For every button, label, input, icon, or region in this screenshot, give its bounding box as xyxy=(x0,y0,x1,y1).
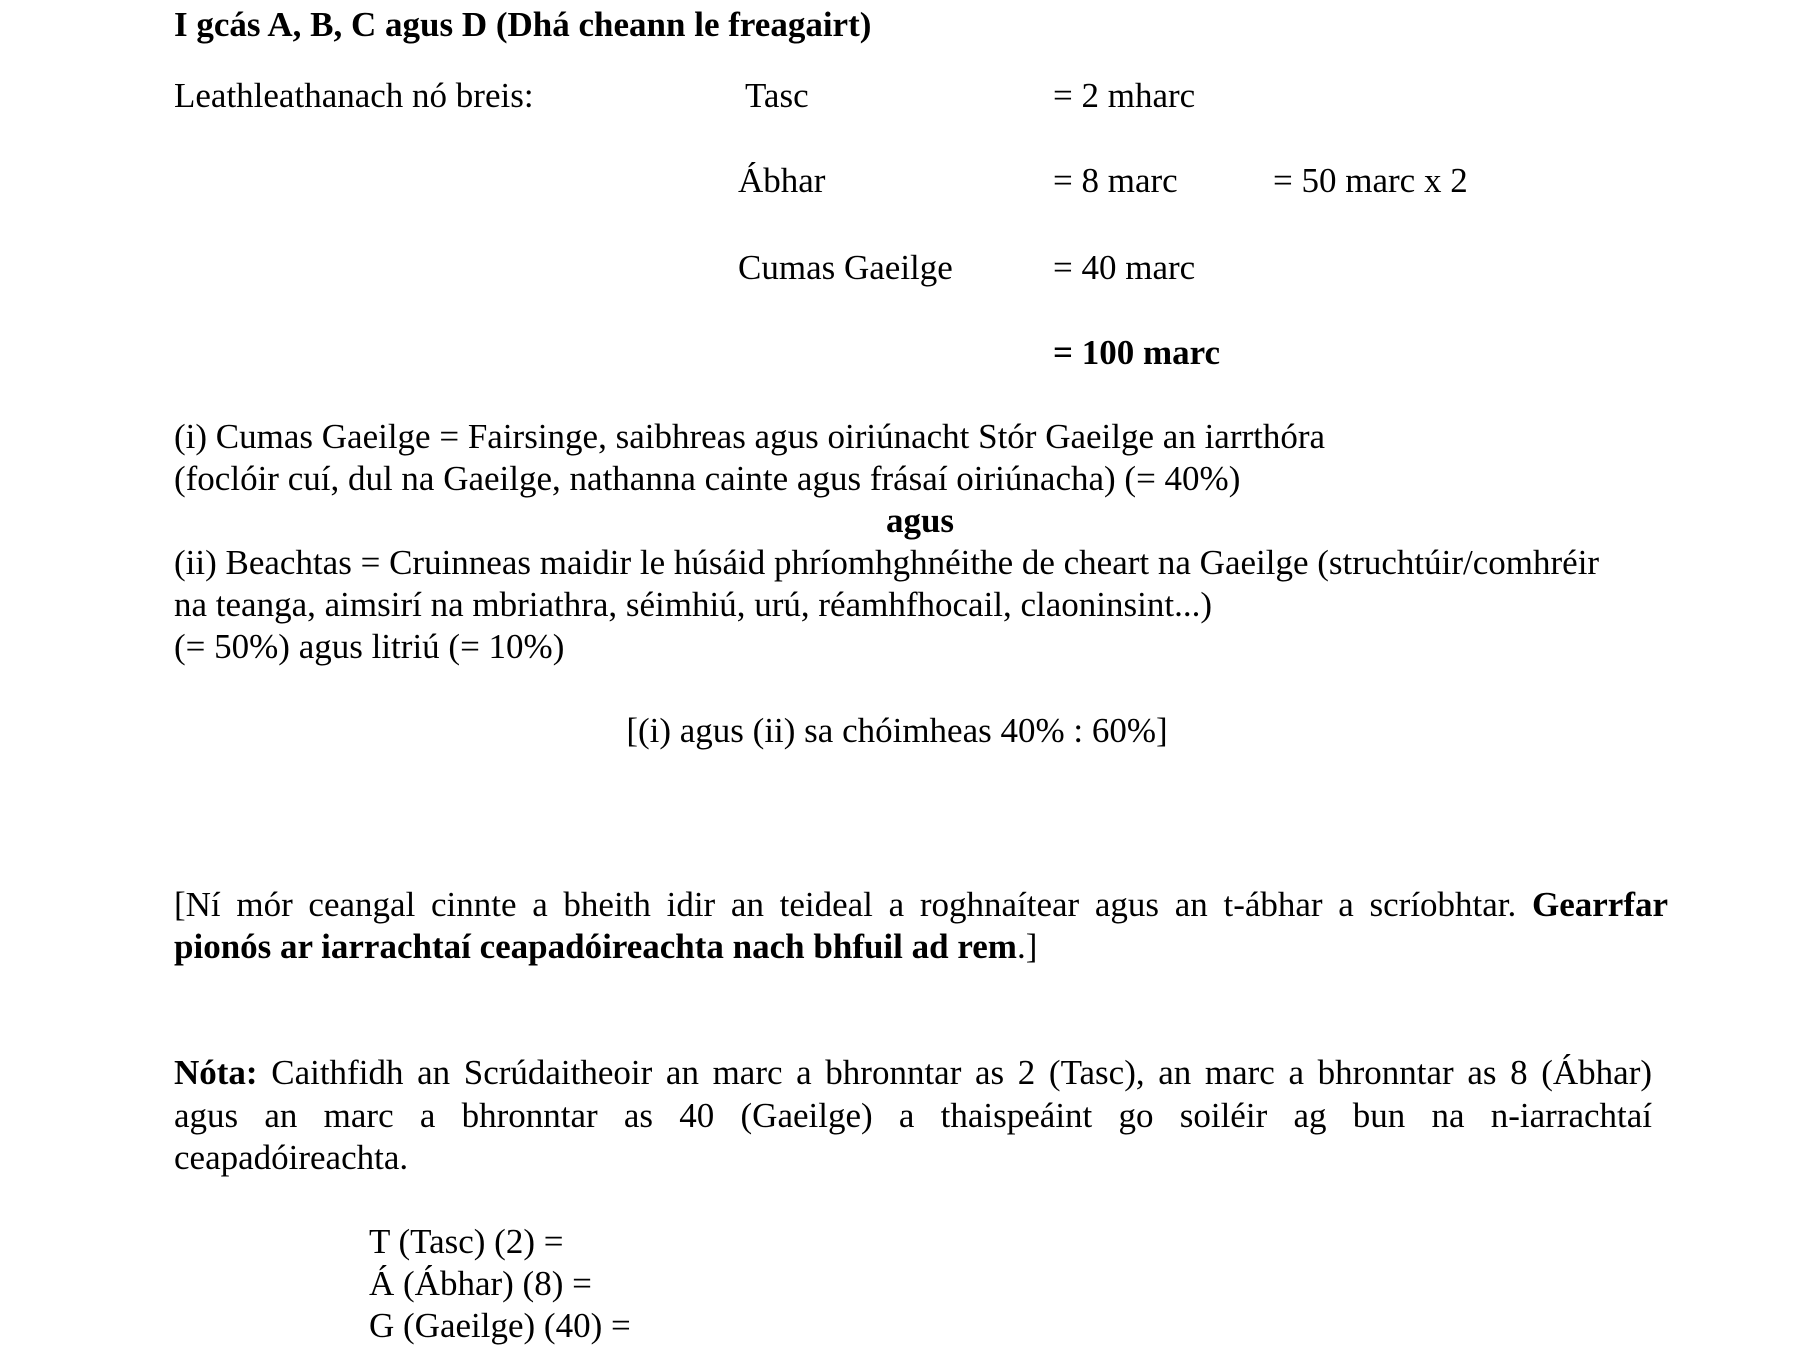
criteria-ii-line: (= 50%) agus litriú (= 10%) xyxy=(174,627,565,666)
mark-entry-abhar: Á (Ábhar) (8) = xyxy=(369,1264,592,1303)
criteria-i-line: (i) Cumas Gaeilge = Fairsinge, saibhreas agus oiriúnacht Stór Gaeilge an iarrthóra xyxy=(174,417,1326,456)
warning-line xyxy=(174,884,1668,926)
warning-text: .] xyxy=(1016,927,1038,966)
mark-entry-tasc: T (Tasc) (2) = xyxy=(369,1222,564,1261)
criteria-ii-line: na teanga, aimsirí na mbriathra, séimhiú, urú, réamhfhocail, claoninsint...) xyxy=(174,585,1213,624)
marks-label: Ábhar xyxy=(738,161,826,200)
marks-label: Cumas Gaeilge xyxy=(738,248,953,287)
note-line xyxy=(174,1137,408,1179)
section-heading: I gcás A, B, C agus D (Dhá cheann le freagairt) xyxy=(174,5,872,44)
note-line xyxy=(174,1052,1652,1094)
criteria-ii-line: (ii) Beachtas = Cruinneas maidir le húsáid phríomhghnéithe de cheart na Gaeilge (struchtúir/comhréir xyxy=(174,543,1600,582)
warning-emphasis: Gearrfar xyxy=(1531,885,1669,924)
warning-emphasis: pionós ar iarrachtaí ceapadóireachta nach bhfuil ad rem xyxy=(174,927,1017,966)
note-label: Nóta: xyxy=(174,1053,258,1092)
warning-line xyxy=(174,926,1037,968)
criteria-connector: agus xyxy=(885,501,955,540)
marks-total: = 100 marc xyxy=(1053,333,1221,372)
marks-multiplier-total: = 50 marc x 2 xyxy=(1273,161,1468,200)
criteria-ratio: [(i) agus (ii) sa chóimheas 40% : 60%] xyxy=(626,711,1168,750)
note-text: ceapadóireachta. xyxy=(174,1138,409,1177)
warning-text: [Ní mór ceangal cinnte a bheith idir an teideal a roghnaítear agus an t-ábhar a scríobhtar. xyxy=(174,885,1517,924)
marks-value: = 2 mharc xyxy=(1053,76,1196,115)
criteria-i-line: (foclóir cuí, dul na Gaeilge, nathanna cainte agus frásaí oiriúnacha) (= 40%) xyxy=(174,459,1241,498)
note-line xyxy=(174,1095,1652,1137)
marks-value: = 8 marc xyxy=(1053,161,1178,200)
mark-entry-gaeilge: G (Gaeilge) (40) = xyxy=(369,1306,631,1345)
note-text: Caithfidh an Scrúdaitheoir an marc a bhronntar as 2 (Tasc), an marc a bhronntar as 8 (Ábhar) xyxy=(271,1053,1653,1092)
length-requirement-label: Leathleathanach nó breis: xyxy=(174,76,534,115)
marks-value: = 40 marc xyxy=(1053,248,1196,287)
marks-label: Tasc xyxy=(745,76,809,115)
note-text: agus an marc a bhronntar as 40 (Gaeilge) a thaispeáint go soiléir ag bun na n-iarrachtaí xyxy=(174,1096,1652,1135)
